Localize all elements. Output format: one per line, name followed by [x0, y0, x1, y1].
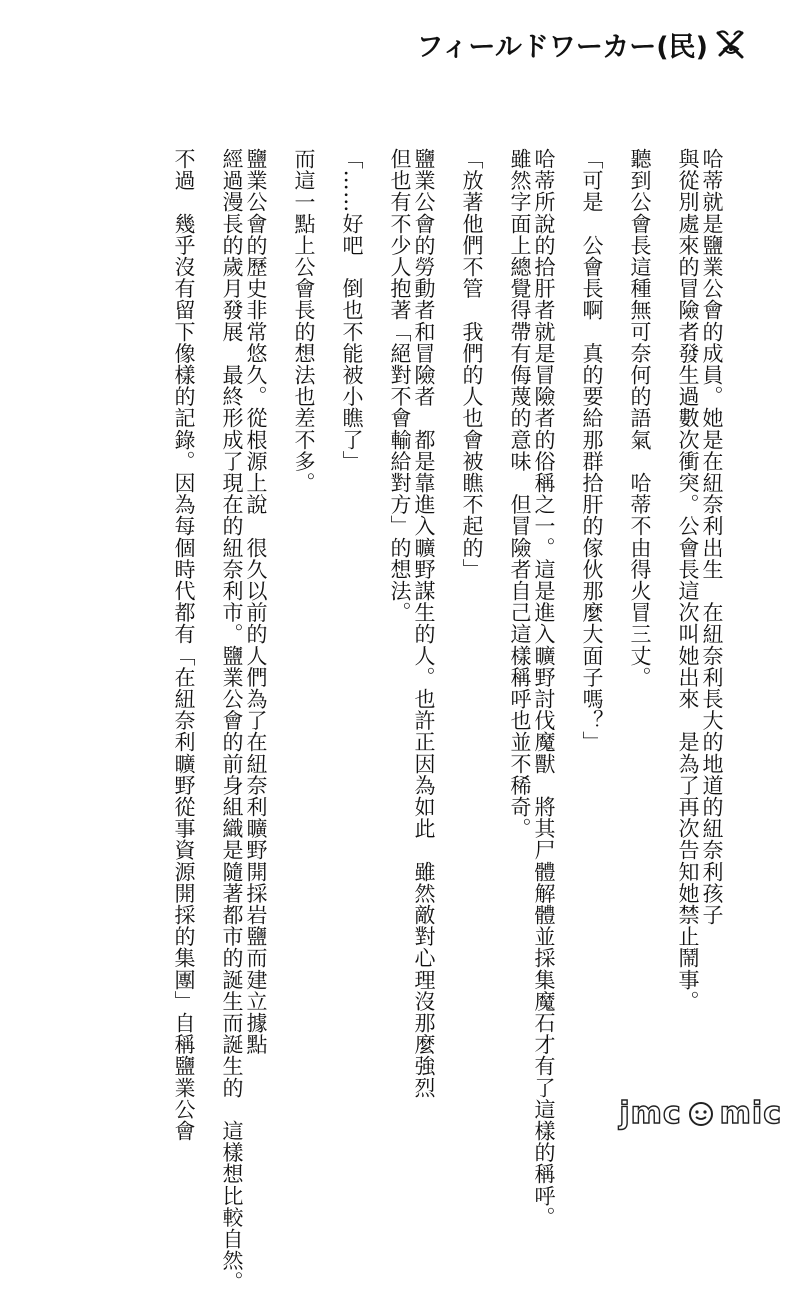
- text-line: 而這一點上公會長的想法也差不多。: [292, 148, 316, 494]
- page-header: [417, 24, 748, 64]
- watermark: [619, 1096, 782, 1131]
- text-line: 「可是 公會長啊 真的要給那群拾肝的傢伙那麼大面子嗎？」: [580, 148, 604, 753]
- text-line: 雖然字面上總覺得帶有侮蔑的意味 但冒險者自己這樣稱呼也並不稀奇。: [508, 148, 532, 840]
- text-line: 經過漫長的歲月發展 最終形成了現在的紐奈利市。鹽業公會的前身組織是隨著都市的誕生而誕生的 這樣想比較自然。: [220, 148, 244, 1293]
- text-line: 聽到公會長這種無可奈何的語氣 哈蒂不由得火冒三丈。: [628, 148, 652, 688]
- watermark-text-right: mic: [719, 1096, 782, 1131]
- text-line: 鹽業公會的歷史非常悠久。從根源上說 很久以前的人們為了在紐奈利曠野開採岩鹽而建立據點: [244, 148, 268, 1056]
- smiley-circle-icon: [688, 1101, 714, 1127]
- text-line: 鹽業公會的勞動者和冒險者 都是靠進入曠野謀生的人。也許正因為如此 雖然敵對心理沒那麼強烈: [412, 148, 436, 1099]
- crossed-swords-ornament-icon: [714, 27, 748, 61]
- text-line: 與從別處來的冒險者發生過數次衝突。公會長這次叫她出來 是為了再次告知她禁止鬧事。: [676, 148, 700, 1012]
- text-line: 哈蒂所說的拾肝者就是冒險者的俗稱之一。這是進入曠野討伐魔獸 將其尸體解體並採集魔石才有了這樣的稱呼。: [532, 148, 556, 1228]
- text-line: 哈蒂就是鹽業公會的成員。她是在紐奈利出生 在紐奈利長大的地道的紐奈利孩子: [700, 148, 724, 926]
- text-line: 但也有不少人抱著「絕對不會輸給對方」的想法。: [388, 148, 412, 624]
- chapter-title: フィールドワーカー(民): [416, 31, 708, 63]
- text-line: 不過 幾乎沒有留下像樣的記錄。因為每個時代都有「在紐奈利曠野從事資源開採的集團」自稱鹽業公會: [172, 148, 196, 1142]
- text-line: 「……好吧 倒也不能被小瞧了」: [340, 148, 364, 472]
- text-line: 「放著他們不管 我們的人也會被瞧不起的」: [460, 148, 484, 580]
- watermark-text-left: jmc: [619, 1096, 682, 1131]
